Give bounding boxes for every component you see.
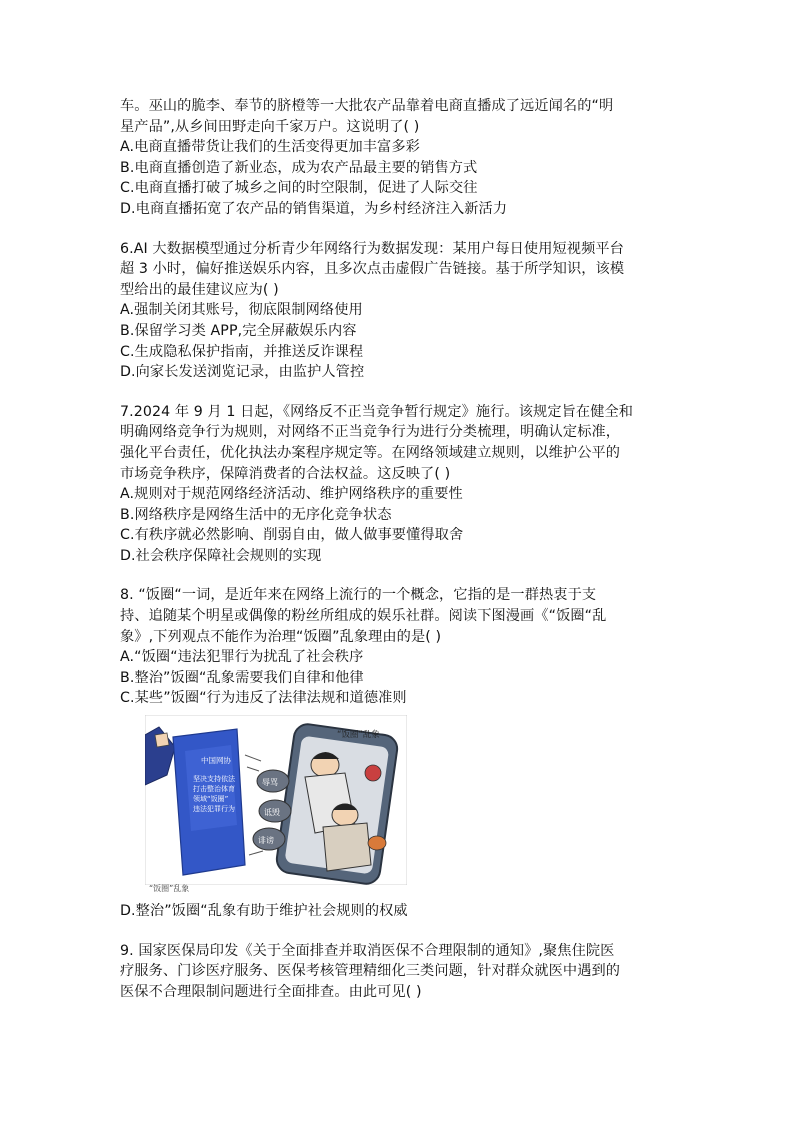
- option-b: B.整治”饭圈“乱象需要我们自律和他律: [120, 669, 364, 686]
- option-c: C.电商直播打破了城乡之间的时空限制，促进了人际交往: [120, 180, 478, 197]
- stem-line: 疗服务、门诊医疗服务、医保考核管理精细化三类问题，针对群众就医中遇到的: [120, 963, 621, 980]
- option-c: C.生成隐私保护指南，并推送反诈课程: [120, 343, 364, 360]
- option-c: C.某些”饭圈“行为违反了法律法规和道德准则: [120, 690, 407, 707]
- stem-line: 象》,下列观点不能作为治理“饭圈”乱象理由的是( ): [120, 628, 442, 645]
- document-line: 坚决支持依法: [193, 775, 235, 784]
- stem-line: 持、追随某个明星或偶像的粉丝所组成的娱乐社群。阅读下图漫画《“饭圈“乱: [120, 608, 607, 625]
- stem-line: 超 3 小时，偏好推送娱乐内容，且多次点击虚假广告链接。基于所学知识，该模: [120, 261, 625, 278]
- phone-title: “饭圈”乱象: [337, 730, 380, 741]
- stem-line: 型给出的最佳建议应为( ): [120, 281, 279, 298]
- option-c: C.有秩序就必然影响、削弱自由，做人做事要懂得取舍: [120, 527, 464, 544]
- question-5-tail: [120, 96, 680, 220]
- question-9: [120, 941, 680, 1003]
- option-d: D.向家长发送浏览记录，由监护人管控: [120, 364, 365, 381]
- stem-line: 医保不合理限制问题进行全面排查。由此可见( ): [120, 983, 422, 1000]
- stem-line: 明确网络竞争行为规则，对网络不正当竞争行为进行分类梳理，明确认定标准，: [120, 424, 621, 441]
- option-d: D.社会秩序保障社会规则的实现: [120, 547, 322, 564]
- stem-line: 7.2024 年 9 月 1 日起，《网络反不正当竞争暂行规定》施行。该规定旨在健全和: [120, 403, 634, 420]
- stem-line: 车。巫山的脆李、奉节的脐橙等一大批农产品靠着电商直播成了远近闻名的“明: [120, 98, 614, 114]
- option-b: B.电商直播创造了新业态，成为农产品最主要的销售方式: [120, 159, 478, 176]
- document-line: 领域“饭圈”: [193, 795, 229, 804]
- fan-circle-cartoon: [145, 715, 407, 901]
- option-b: B.保留学习类 APP,完全屏蔽娱乐内容: [120, 322, 357, 339]
- stem-line: 星产品”,从乡间田野走向千家万户。这说明了( ): [120, 118, 420, 135]
- stem-line: 6.AI 大数据模型通过分析青少年网络行为数据发现：某用户每日使用短视频平台: [120, 240, 624, 257]
- bubble-label: 辱骂: [262, 778, 278, 788]
- stem-line: 市场竞争秩序，保障消费者的合法权益。这反映了( ): [120, 465, 451, 482]
- bubble-label: 诋毁: [264, 808, 280, 818]
- option-a: A.“饭圈“违法犯罪行为扰乱了社会秩序: [120, 649, 364, 666]
- stem-line: 强化平台责任，优化执法办案程序规定等。在网络领域建立规则，以维护公平的: [120, 444, 621, 461]
- stem-line: 8. “饭圈“一词，是近年来在网络上流行的一个概念，它指的是一群热衷于支: [120, 587, 597, 604]
- option-b: B.网络秩序是网络生活中的无序化竞争状态: [120, 506, 392, 523]
- option-a: A.电商直播带货让我们的生活变得更加丰富多彩: [120, 139, 420, 156]
- document-line: 打击整治体育: [193, 785, 235, 794]
- option-a: A.强制关闭其账号，彻底限制网络使用: [120, 302, 363, 319]
- exam-page: [120, 96, 680, 1002]
- option-d: D.整治”饭圈“乱象有助于维护社会规则的权威: [120, 903, 408, 920]
- option-d: D.电商直播拓宽了农产品的销售渠道，为乡村经济注入新活力: [120, 200, 508, 217]
- option-a: A.规则对于规范网络经济活动、维护网络秩序的重要性: [120, 486, 463, 503]
- document-line: 违法犯罪行为: [193, 805, 235, 814]
- figure-caption: “饭圈”乱象: [149, 884, 190, 894]
- question-6: [120, 239, 680, 383]
- question-7: [120, 402, 680, 567]
- bubble-label: 诽谤: [258, 836, 274, 846]
- document-title: 中国网协: [201, 756, 231, 766]
- cartoon-illustration: [145, 715, 407, 885]
- stem-line: 9. 国家医保局印发《关于全面排查并取消医保不合理限制的通知》,聚焦住院医: [120, 942, 615, 959]
- question-8: [120, 585, 680, 921]
